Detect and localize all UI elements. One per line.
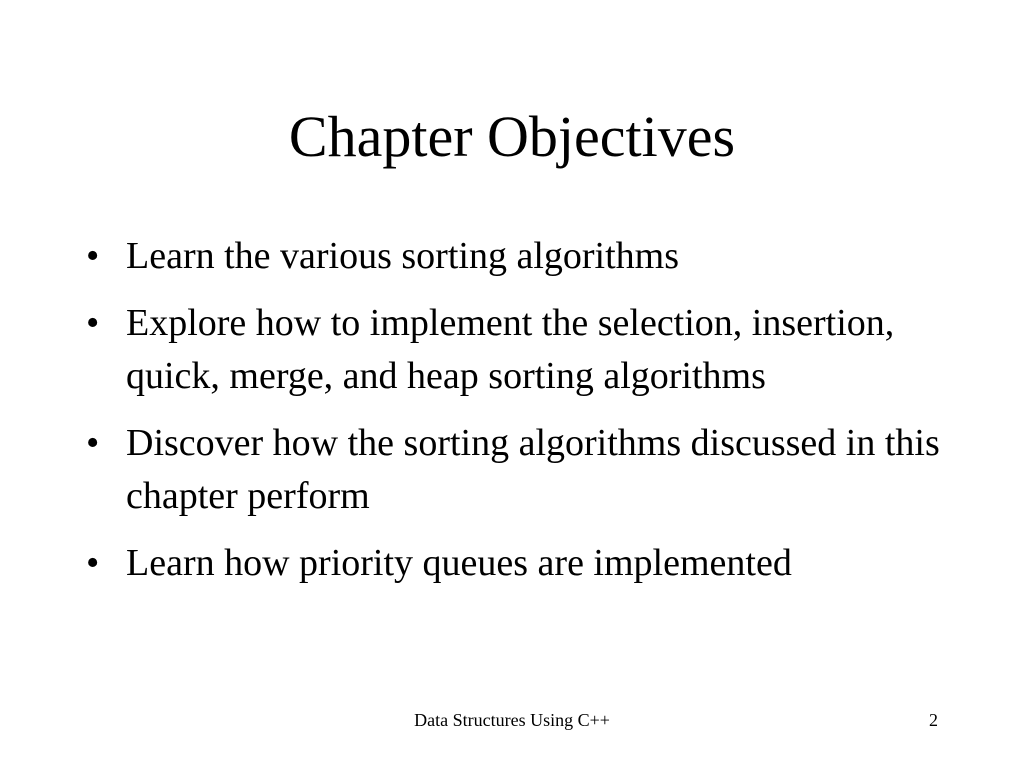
bullet-item — [86, 297, 966, 403]
bullet-item — [86, 537, 966, 590]
bullet-text: Discover how the sorting algorithms discussed in this chapter perform — [126, 422, 940, 517]
bullet-text: Learn how priority queues are implemented — [126, 542, 792, 584]
footer-course-title: Data Structures Using C++ — [414, 710, 610, 730]
bullet-text: Learn the various sorting algorithms — [126, 235, 679, 277]
bullet-icon: • — [86, 542, 100, 584]
bullet-item — [86, 230, 966, 283]
bullet-list — [86, 230, 966, 604]
bullet-icon: • — [86, 302, 100, 344]
slide-title: Chapter Objectives — [288, 104, 736, 169]
bullet-text: Explore how to implement the selection, insertion, quick, merge, and heap sorting algorithms — [126, 302, 895, 397]
footer-page-number: 2 — [929, 710, 938, 730]
bullet-icon: • — [86, 422, 100, 464]
bullet-item — [86, 417, 966, 523]
bullet-icon: • — [86, 235, 100, 277]
